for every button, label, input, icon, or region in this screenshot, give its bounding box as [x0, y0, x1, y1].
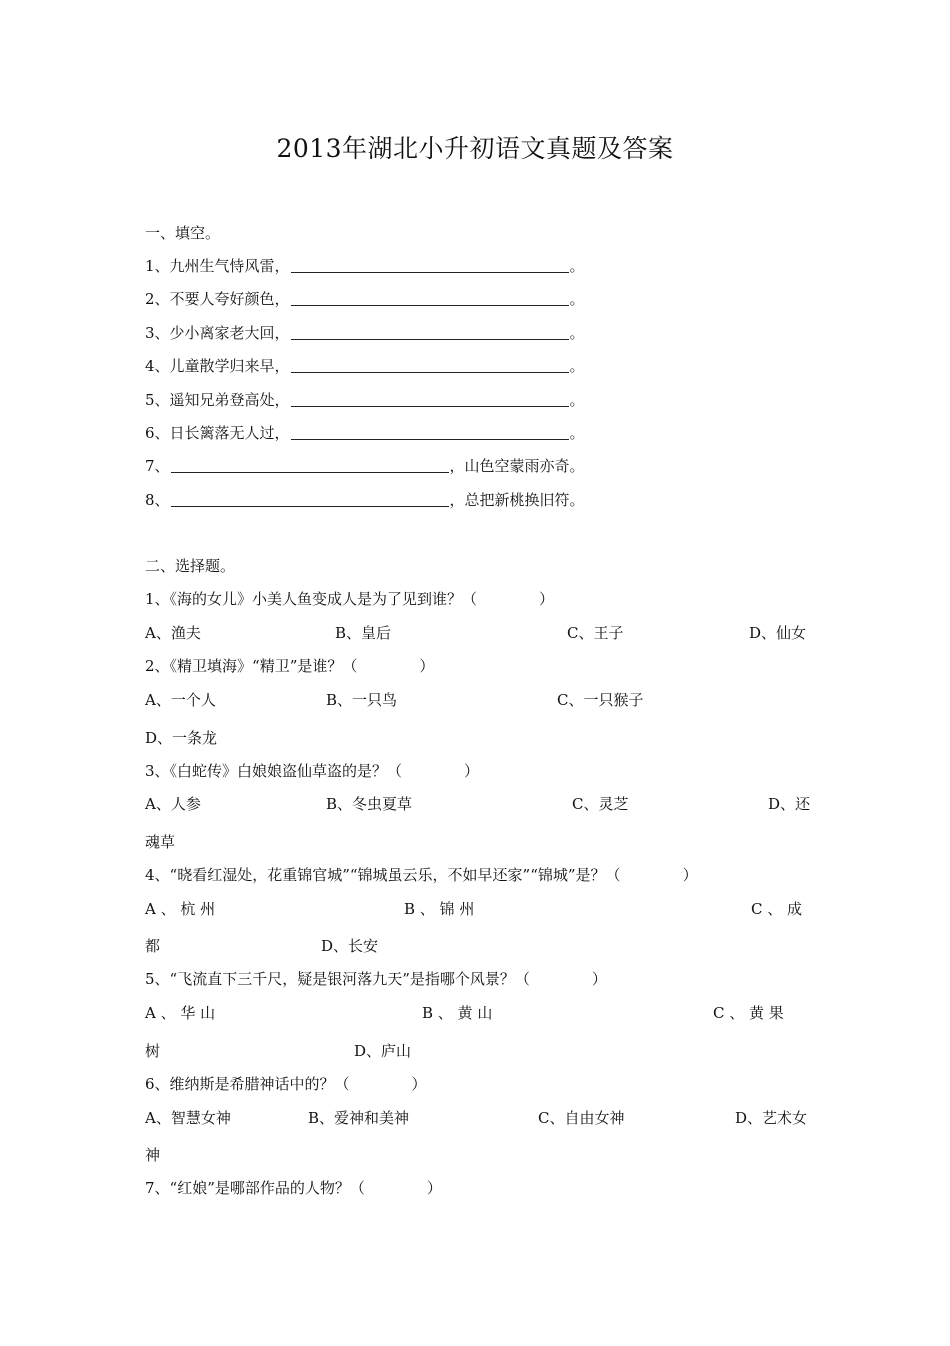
- fill-item-suffix: 。: [569, 391, 585, 409]
- question-5-options: [145, 1002, 807, 1024]
- question-close: ）: [464, 762, 480, 780]
- option-a[interactable]: A 、 杭 州: [145, 900, 216, 918]
- page-title: 2013年湖北小升初语文真题及答案: [276, 134, 674, 163]
- question-text: 7、“红娘”是哪部作品的人物？（: [145, 1179, 365, 1197]
- question-4-options-wrap: [145, 935, 807, 957]
- question-text: 6、维纳斯是希腊神话中的？（: [145, 1075, 350, 1093]
- answer-blank[interactable]: [291, 392, 569, 407]
- fill-item-2: [145, 288, 585, 310]
- answer-blank[interactable]: [171, 492, 449, 507]
- option-b[interactable]: B、皇后: [335, 624, 392, 642]
- option-c[interactable]: C、王子: [567, 624, 624, 642]
- fill-item-7: [145, 455, 585, 477]
- fill-item-suffix: 。: [569, 424, 585, 442]
- question-text: 3、《白蛇传》白娘娘盗仙草盗的是？（: [145, 762, 403, 780]
- question-5-options-wrap: [145, 1040, 807, 1062]
- answer-blank[interactable]: [291, 425, 569, 440]
- question-1-options: [145, 622, 807, 644]
- question-close: ）: [539, 590, 555, 608]
- option-a[interactable]: A、人参: [145, 795, 201, 813]
- option-b[interactable]: B 、 黄 山: [422, 1004, 493, 1022]
- fill-item-5: [145, 389, 585, 411]
- question-2: [145, 655, 434, 677]
- option-b[interactable]: B 、 锦 州: [404, 900, 475, 918]
- option-d[interactable]: D、艺术女: [735, 1109, 808, 1127]
- question-close: ）: [591, 970, 607, 988]
- question-text: 2、《精卫填海》“精卫”是谁？（: [145, 657, 358, 675]
- option-b[interactable]: B、一只鸟: [326, 691, 398, 709]
- question-4: [145, 864, 698, 886]
- answer-blank[interactable]: [291, 291, 569, 306]
- answer-blank[interactable]: [291, 258, 569, 273]
- section-heading-fill-in: 一、填空。: [145, 224, 221, 242]
- option-c[interactable]: C、一只猴子: [557, 691, 644, 709]
- fill-item-suffix: ，山色空蒙雨亦奇。: [449, 457, 585, 475]
- option-c-wrap: 树: [145, 1042, 161, 1060]
- fill-item-6: [145, 422, 585, 444]
- answer-blank[interactable]: [291, 325, 569, 340]
- fill-item-suffix: ，总把新桃换旧符。: [449, 491, 585, 509]
- option-c[interactable]: C、自由女神: [538, 1109, 625, 1127]
- fill-item-8: [145, 489, 585, 511]
- fill-item-3: [145, 322, 585, 344]
- option-a[interactable]: A、渔夫: [145, 624, 201, 642]
- option-a[interactable]: A、智慧女神: [145, 1109, 231, 1127]
- question-close: ）: [419, 657, 435, 675]
- question-2-options: [145, 689, 807, 711]
- question-7: [145, 1177, 442, 1199]
- fill-item-1: [145, 255, 585, 277]
- option-a[interactable]: A、一个人: [145, 691, 216, 709]
- question-close: ）: [682, 866, 698, 884]
- option-d[interactable]: D、仙女: [749, 624, 807, 642]
- question-text: 5、“飞流直下三千尺，疑是银河落九天”是指哪个风景？（: [145, 970, 530, 988]
- option-c[interactable]: C 、 成: [751, 900, 803, 918]
- fill-item-prefix: 1、九州生气恃风雷，: [145, 257, 290, 275]
- fill-item-prefix: 5、遥知兄弟登高处，: [145, 391, 290, 409]
- option-d[interactable]: D、一条龙: [145, 729, 218, 747]
- option-b[interactable]: B、冬虫夏草: [326, 795, 413, 813]
- option-c-wrap: 都: [145, 937, 161, 955]
- question-3: [145, 760, 479, 782]
- question-close: ）: [411, 1075, 427, 1093]
- question-6-options: [145, 1107, 807, 1129]
- question-text: 4、“晓看红湿处，花重锦官城”“锦城虽云乐，不如早还家”“锦城”是？（: [145, 866, 621, 884]
- section-heading-choice: 二、选择题。: [145, 557, 236, 575]
- option-d[interactable]: D、还: [768, 795, 811, 813]
- question-5: [145, 968, 607, 990]
- option-c[interactable]: C、灵芝: [572, 795, 629, 813]
- fill-item-suffix: 。: [569, 257, 585, 275]
- option-d-wrap: 神: [145, 1146, 161, 1164]
- fill-item-suffix: 。: [569, 357, 585, 375]
- option-b[interactable]: B、爱神和美神: [308, 1109, 410, 1127]
- option-c[interactable]: C 、 黄 果: [713, 1004, 784, 1022]
- question-4-options: [145, 898, 807, 920]
- fill-item-prefix: 3、少小离家老大回，: [145, 324, 290, 342]
- fill-item-prefix: 2、不要人夸好颜色，: [145, 290, 290, 308]
- question-close: ）: [426, 1179, 442, 1197]
- fill-item-prefix: 7、: [145, 457, 170, 475]
- option-d-wrap: 魂草: [145, 833, 176, 851]
- option-d[interactable]: D、长安: [321, 937, 379, 955]
- fill-item-4: [145, 355, 585, 377]
- answer-blank[interactable]: [291, 358, 569, 373]
- fill-item-prefix: 8、: [145, 491, 170, 509]
- fill-item-suffix: 。: [569, 290, 585, 308]
- question-1: [145, 588, 554, 610]
- answer-blank[interactable]: [171, 458, 449, 473]
- fill-item-prefix: 4、儿童散学归来早，: [145, 357, 290, 375]
- option-d[interactable]: D、庐山: [354, 1042, 412, 1060]
- option-a[interactable]: A 、 华 山: [145, 1004, 216, 1022]
- question-3-options: [145, 793, 811, 815]
- question-text: 1、《海的女儿》小美人鱼变成人是为了见到谁？（: [145, 590, 478, 608]
- question-6: [145, 1073, 427, 1095]
- fill-item-prefix: 6、日长篱落无人过，: [145, 424, 290, 442]
- fill-item-suffix: 。: [569, 324, 585, 342]
